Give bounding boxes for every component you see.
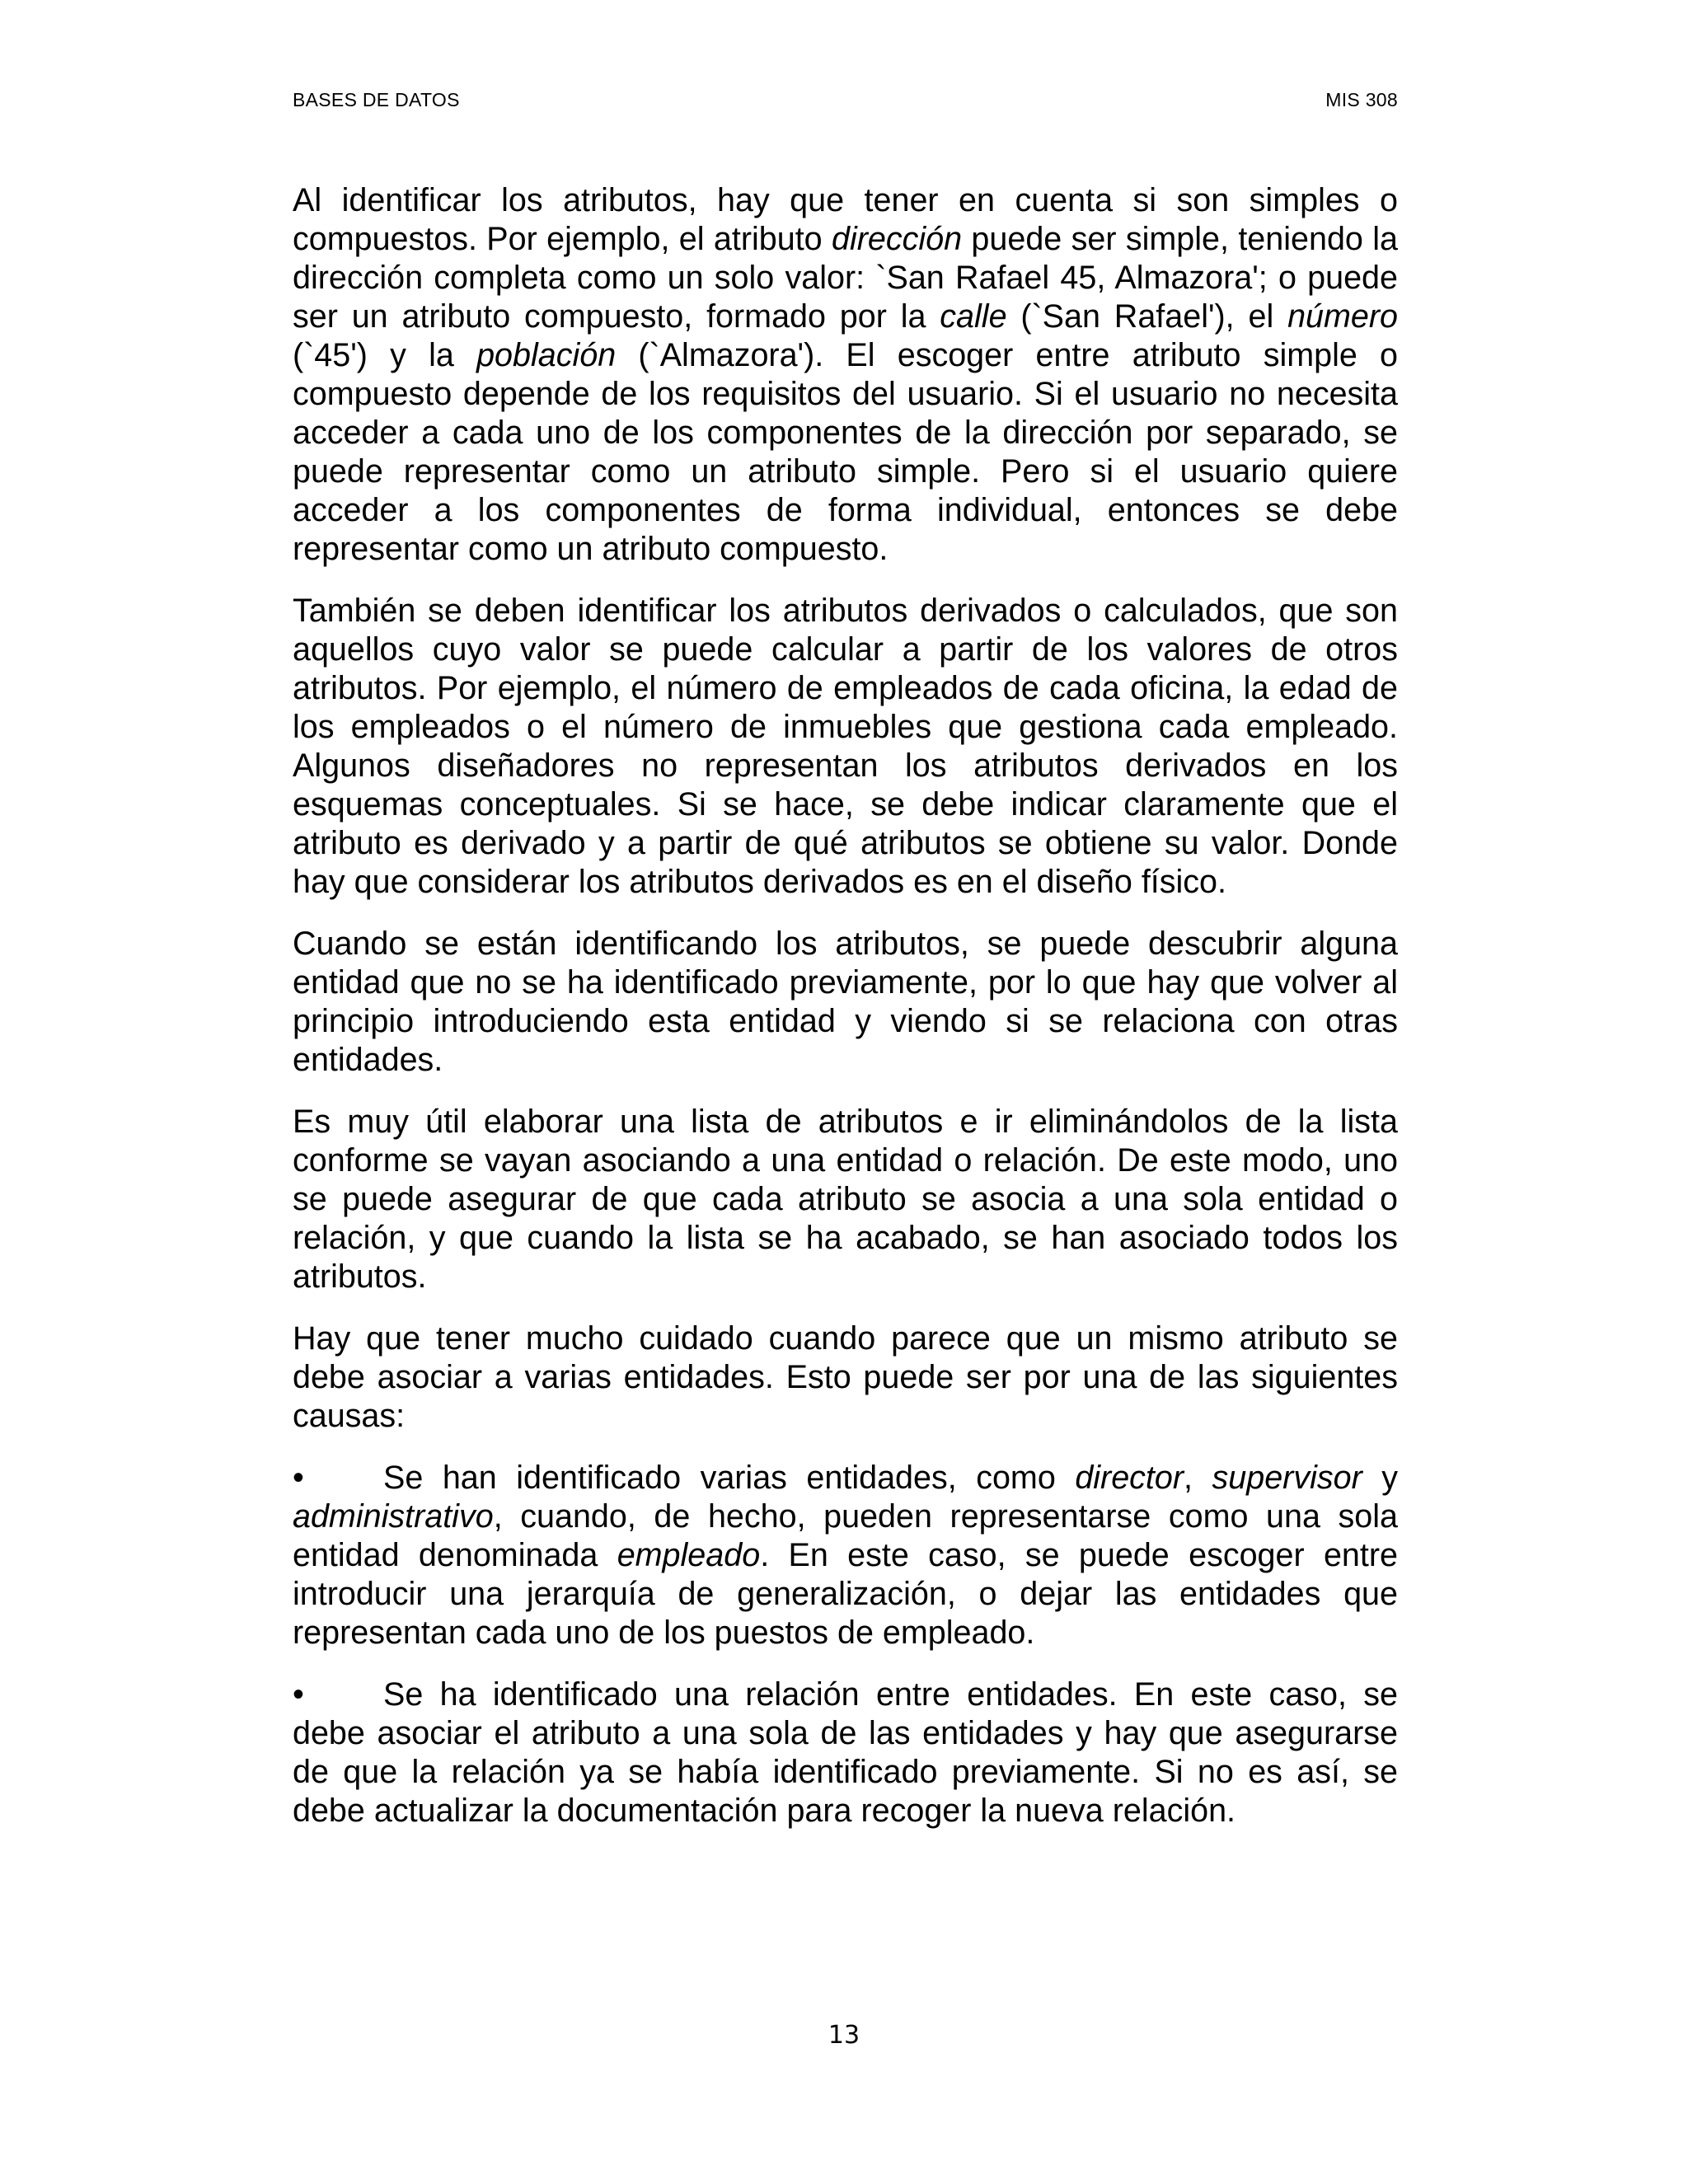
text-run: (`San Rafael'), el	[1006, 298, 1288, 335]
paragraph-3: Cuando se están identificando los atributos, se puede descubrir alguna entidad que no se ha identificado previamente, por lo que hay que volver al principio introduciendo esta entidad y viendo si se relaciona con otras entidades.	[293, 926, 1398, 1078]
bullet-item-2	[293, 1675, 1398, 1830]
text-run: y	[1362, 1460, 1398, 1496]
page-footer	[0, 2021, 1688, 2050]
page-content	[293, 181, 1398, 1854]
bullet-icon: •	[293, 1460, 304, 1496]
text-run: . En este caso, se puede escoger entre introducir una jerarquía de generalización, o dejar las entidades que representan cada uno de los puestos de empleado.	[293, 1537, 1398, 1651]
italic-term: población	[476, 337, 617, 373]
text-run: Se ha identificado una relación entre entidades. En este caso, se debe asociar el atributo a una sola de las entidades y hay que asegurarse de que la relación ya se había identificado previamente. Si no es así, se debe actualizar la documentación para recoger la nueva relación.	[293, 1676, 1398, 1829]
italic-term: administrativo	[293, 1498, 494, 1535]
text-run: Se han identificado varias entidades, como	[383, 1460, 1076, 1496]
page-number: 13	[828, 2021, 860, 2050]
bullet-icon: •	[293, 1676, 304, 1713]
header-course-code: MIS 308	[1325, 89, 1398, 110]
text-run: Al identificar los atributos, hay que tener en cuenta si son simples o compuestos. Por ejemplo, el atributo	[293, 182, 1398, 257]
header-title: BASES DE DATOS	[293, 89, 460, 110]
italic-term: director	[1075, 1460, 1184, 1496]
paragraph-4: Es muy útil elaborar una lista de atributos e ir eliminándolos de la lista conforme se vayan asociando a una entidad o relación. De este modo, uno se puede asegurar de que cada atributo se asocia a una sola entidad o relación, y que cuando la lista se ha acabado, se han asociado todos los atributos.	[293, 1104, 1398, 1295]
italic-term: empleado	[617, 1537, 761, 1573]
text-run: puede ser simple, teniendo la dirección completa como un solo valor: `San Rafael 45, Almazora'; o puede ser un atributo compuesto, formado por la	[293, 221, 1398, 335]
paragraph-1	[293, 181, 1398, 569]
text-run: , cuando, de hecho, pueden representarse como una sola entidad denominada	[293, 1498, 1398, 1573]
italic-term: número	[1287, 298, 1398, 335]
bullet-item-1	[293, 1459, 1398, 1652]
paragraph-2: También se deben identificar los atributos derivados o calculados, que son aquellos cuyo valor se puede calcular a partir de los valores de otros atributos. Por ejemplo, el número de empleados de cada oficina, la edad de los empleados o el número de inmuebles que gestiona cada empleado. Algunos diseñadores no representan los atributos derivados en los esquemas conceptuales. Si se hace, se debe indicar claramente que el atributo es derivado y a partir de qué atributos se obtiene su valor. Donde hay que considerar los atributos derivados es en el diseño físico.	[293, 593, 1398, 900]
italic-term: calle	[940, 298, 1007, 335]
italic-term: dirección	[832, 221, 963, 257]
text-run: (`Almazora'). El escoger entre atributo simple o compuesto depende de los requisitos del usuario. Si el usuario no necesita acceder a cada uno de los componentes de la dirección por separado, se puede representar como un atributo simple. Pero si el usuario quiere acceder a los componentes de forma individual, entonces se debe representar como un atributo compuesto.	[293, 337, 1399, 567]
text-run: (`45') y la	[293, 337, 477, 373]
paragraph-5: Hay que tener mucho cuidado cuando parece que un mismo atributo se debe asociar a varias entidades. Esto puede ser por una de las siguientes causas:	[293, 1320, 1398, 1434]
text-run: ,	[1184, 1460, 1212, 1496]
page-header	[293, 89, 1398, 111]
italic-term: supervisor	[1212, 1460, 1362, 1496]
